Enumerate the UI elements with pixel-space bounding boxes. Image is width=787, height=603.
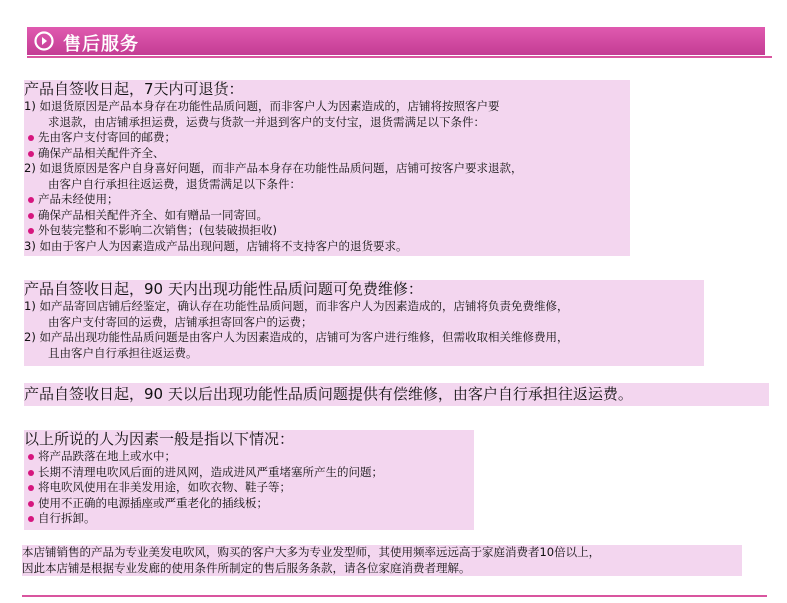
bullet-icon <box>28 135 34 141</box>
human-factor-text: 将电吹风使用在非美发用途，如吹衣物、鞋子等； <box>38 480 291 494</box>
free-repair-line: 1) 如产品寄回店铺后经鉴定，确认存在功能性品质问题，而非客户人为因素造成的，店铺将负责免费维修， <box>24 299 569 313</box>
header-divider <box>27 56 772 58</box>
human-factors-heading: 以上所说的人为因素一般是指以下情况： <box>24 430 295 448</box>
return-condition-text: 确保产品相关配件齐全、 <box>38 145 165 160</box>
return-condition-text: 先由客户支付寄回的邮费； <box>38 130 176 144</box>
section-header-bar <box>27 27 765 55</box>
return-policy-line: 2) 如退货原因是客户自身喜好问题，而非产品本身存在功能性品质问题，店铺可按客户要求退款， <box>24 161 523 175</box>
bullet-icon <box>28 485 34 491</box>
bullet-icon <box>28 228 34 234</box>
bullet-icon <box>28 501 34 507</box>
return-condition-item <box>24 130 630 146</box>
store-notice-line: 因此本店铺是根据专业发廊的使用条件所制定的售后服务条款，请各位家庭消费者理解。 <box>22 560 471 575</box>
free-repair-heading: 产品自签收日起，90 天内出现功能性品质问题可免费维修： <box>24 280 423 298</box>
paid-repair-heading: 产品自签收日起，90 天以后出现功能性品质问题提供有偿维修，由客户自行承担往返运费。 <box>24 385 633 403</box>
return-policy-heading: 产品自签收日起，7天内可退货： <box>24 80 244 98</box>
human-factor-text: 使用不正确的电源插座或严重老化的插线板； <box>38 495 268 510</box>
free-repair-line: 由客户支付寄回的运费，店铺承担寄回客户的运费； <box>48 314 313 329</box>
bullet-icon <box>28 516 34 522</box>
human-factor-item <box>24 465 474 481</box>
human-factor-text: 将产品跌落在地上或水中； <box>38 449 176 463</box>
return-condition-text: 外包装完整和不影响二次销售；(包装破损拒收) <box>38 223 277 237</box>
return-condition-item <box>24 146 630 162</box>
return-condition-text: 确保产品相关配件齐全、如有赠品一同寄回。 <box>38 207 268 222</box>
return-policy-line: 求退款，由店铺承担运费，运费与货款一并退到客户的支付宝，退货需满足以下条件： <box>48 114 485 129</box>
human-factor-item <box>24 449 474 465</box>
store-notice-line: 本店铺销售的产品为专业美发电吹风，购买的客户大多为专业发型师，其使用频率远远高于家庭消费者10倍以上， <box>22 545 601 559</box>
human-factor-item <box>24 480 474 496</box>
human-factor-item <box>24 496 474 512</box>
bottom-divider <box>22 595 767 597</box>
human-factor-item <box>24 511 474 527</box>
return-condition-item <box>24 223 630 239</box>
human-factor-text: 长期不清理电吹风后面的进风网，造成进风严重堵塞所产生的问题； <box>38 464 383 479</box>
free-repair-line: 2) 如产品出现功能性品质问题是由客户人为因素造成的，店铺可为客户进行维修，但需收取相关维修费用， <box>24 330 569 344</box>
return-policy-line: 1) 如退货原因是产品本身存在功能性品质问题，而非客户人为因素造成的，店铺将按照客户要 <box>24 99 500 113</box>
bullet-icon <box>28 197 34 203</box>
bullet-icon <box>28 213 34 219</box>
return-condition-item <box>24 208 630 224</box>
paid-repair-block <box>24 383 769 406</box>
bullet-icon <box>28 470 34 476</box>
play-circle-icon <box>34 31 54 51</box>
human-factors-block <box>24 430 474 530</box>
return-policy-block <box>24 80 630 256</box>
page-title: 售后服务 <box>63 34 139 55</box>
store-notice <box>22 545 742 576</box>
bullet-icon <box>28 454 34 460</box>
return-condition-item <box>24 192 630 208</box>
free-repair-block <box>24 280 704 366</box>
return-condition-text: 产品未经使用； <box>38 192 119 206</box>
free-repair-line: 且由客户自行承担往返运费。 <box>48 345 198 360</box>
bullet-icon <box>28 151 34 157</box>
human-factor-text: 自行拆卸。 <box>38 511 96 525</box>
return-policy-line: 3) 如由于客户人为因素造成产品出现问题，店铺将不支持客户的退货要求。 <box>24 238 408 253</box>
return-policy-line: 由客户自行承担往返运费，退货需满足以下条件： <box>48 176 301 191</box>
